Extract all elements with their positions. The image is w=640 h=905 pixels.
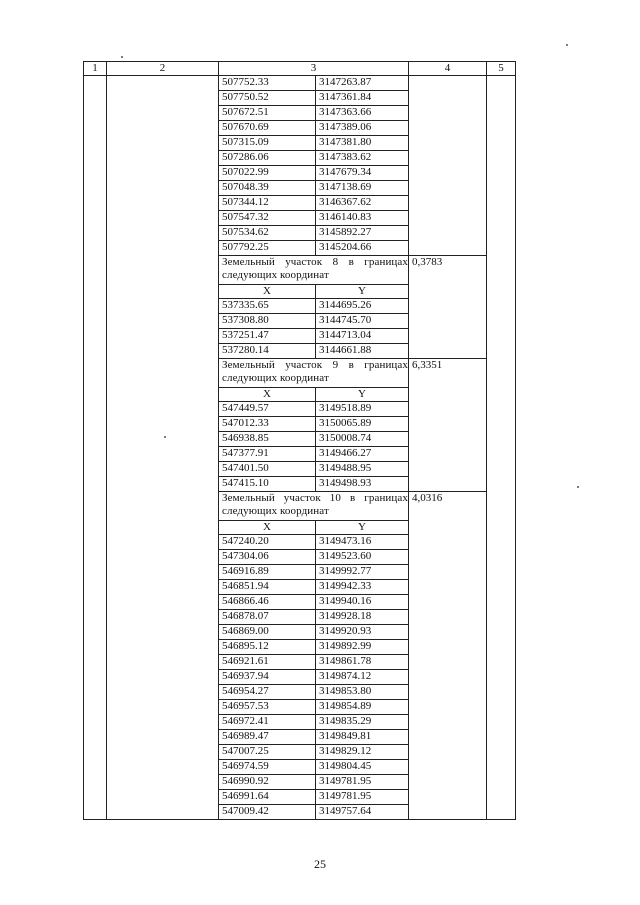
coord-x: 546954.27 xyxy=(219,685,316,700)
coord-x: 546974.59 xyxy=(219,760,316,775)
coord-x: 547009.42 xyxy=(219,805,316,820)
coord-x: 546916.89 xyxy=(219,565,316,580)
coord-y: 3149853.80 xyxy=(316,685,409,700)
area-blank xyxy=(409,76,487,256)
coord-y: 3149498.93 xyxy=(316,477,409,492)
scan-speck xyxy=(164,436,166,438)
coord-y: 3149804.45 xyxy=(316,760,409,775)
plot-area: 0,3783 xyxy=(409,256,487,359)
coord-x: 507752.33 xyxy=(219,76,316,91)
coord-y: 3145892.27 xyxy=(316,226,409,241)
coord-x: 546990.92 xyxy=(219,775,316,790)
coord-x: 507022.99 xyxy=(219,166,316,181)
coord-x: 547012.33 xyxy=(219,417,316,432)
coord-y: 3149757.64 xyxy=(316,805,409,820)
coord-x: 537308.80 xyxy=(219,314,316,329)
coord-x: 547415.10 xyxy=(219,477,316,492)
coord-y: 3149466.27 xyxy=(316,447,409,462)
x-axis-label: X xyxy=(219,521,316,535)
x-axis-label: X xyxy=(219,285,316,299)
coord-x: 507792.25 xyxy=(219,241,316,256)
coord-y: 3147263.87 xyxy=(316,76,409,91)
coord-x: 547304.06 xyxy=(219,550,316,565)
coord-y: 3147138.69 xyxy=(316,181,409,196)
plot-caption: Земельный участок 10 в границах следующих координат xyxy=(219,492,409,521)
coord-x: 507534.62 xyxy=(219,226,316,241)
scan-speck xyxy=(566,44,568,46)
coord-y: 3149892.99 xyxy=(316,640,409,655)
col-1-blank xyxy=(84,76,107,820)
coord-x: 546957.53 xyxy=(219,700,316,715)
coord-y: 3149942.33 xyxy=(316,580,409,595)
coord-y: 3149920.93 xyxy=(316,625,409,640)
coord-x: 537335.65 xyxy=(219,299,316,314)
col-2-blank xyxy=(107,76,219,820)
coord-x: 537251.47 xyxy=(219,329,316,344)
coord-y: 3149861.78 xyxy=(316,655,409,670)
coord-y: 3149829.12 xyxy=(316,745,409,760)
coord-x: 537280.14 xyxy=(219,344,316,359)
header-col-1: 1 xyxy=(84,62,107,76)
coord-x: 547449.57 xyxy=(219,402,316,417)
coordinates-table-body xyxy=(84,62,516,820)
plot-area: 6,3351 xyxy=(409,359,487,492)
plot-caption: Земельный участок 9 в границах следующих координат xyxy=(219,359,409,388)
header-col-4: 4 xyxy=(409,62,487,76)
y-axis-label: Y xyxy=(316,388,409,402)
coordinates-table xyxy=(83,61,516,820)
plot-caption: Земельный участок 8 в границах следующих координат xyxy=(219,256,409,285)
coord-x: 546921.61 xyxy=(219,655,316,670)
coord-y: 3147679.34 xyxy=(316,166,409,181)
coord-y: 3144695.26 xyxy=(316,299,409,314)
coord-x: 507750.52 xyxy=(219,91,316,106)
scan-speck xyxy=(577,486,579,488)
coord-x: 507547.32 xyxy=(219,211,316,226)
coord-y: 3149992.77 xyxy=(316,565,409,580)
coord-x: 547401.50 xyxy=(219,462,316,477)
coord-y: 3150065.89 xyxy=(316,417,409,432)
coord-x: 507048.39 xyxy=(219,181,316,196)
coord-y: 3149854.89 xyxy=(316,700,409,715)
coord-y: 3149781.95 xyxy=(316,790,409,805)
coord-x: 546989.47 xyxy=(219,730,316,745)
coord-x: 547007.25 xyxy=(219,745,316,760)
coord-y: 3147361.84 xyxy=(316,91,409,106)
page-number: 25 xyxy=(314,857,326,871)
coord-x: 547377.91 xyxy=(219,447,316,462)
col-5-blank xyxy=(487,76,516,820)
coord-x: 546895.12 xyxy=(219,640,316,655)
x-axis-label: X xyxy=(219,388,316,402)
scan-speck xyxy=(121,56,123,58)
coord-y: 3149488.95 xyxy=(316,462,409,477)
coord-y: 3149928.18 xyxy=(316,610,409,625)
coord-x: 546972.41 xyxy=(219,715,316,730)
header-col-3: 3 xyxy=(219,62,409,76)
coord-x: 546937.94 xyxy=(219,670,316,685)
coord-y: 3147381.80 xyxy=(316,136,409,151)
coord-x: 546938.85 xyxy=(219,432,316,447)
coordinate-row xyxy=(84,76,516,91)
coord-y: 3145204.66 xyxy=(316,241,409,256)
coord-x: 507672.51 xyxy=(219,106,316,121)
coord-y: 3146140.83 xyxy=(316,211,409,226)
coord-y: 3149523.60 xyxy=(316,550,409,565)
coord-x: 547240.20 xyxy=(219,535,316,550)
coord-x: 546866.46 xyxy=(219,595,316,610)
coord-y: 3147363.66 xyxy=(316,106,409,121)
coord-y: 3149835.29 xyxy=(316,715,409,730)
header-col-5: 5 xyxy=(487,62,516,76)
coord-y: 3149849.81 xyxy=(316,730,409,745)
coord-y: 3149473.16 xyxy=(316,535,409,550)
coord-y: 3146367.62 xyxy=(316,196,409,211)
header-col-2: 2 xyxy=(107,62,219,76)
coord-y: 3144745.70 xyxy=(316,314,409,329)
coord-y: 3144713.04 xyxy=(316,329,409,344)
coord-x: 507344.12 xyxy=(219,196,316,211)
coord-y: 3147383.62 xyxy=(316,151,409,166)
coord-x: 546869.00 xyxy=(219,625,316,640)
coord-x: 546878.07 xyxy=(219,610,316,625)
coord-x: 546991.64 xyxy=(219,790,316,805)
plot-area: 4,0316 xyxy=(409,492,487,820)
coord-y: 3149781.95 xyxy=(316,775,409,790)
coord-x: 507286.06 xyxy=(219,151,316,166)
coord-y: 3150008.74 xyxy=(316,432,409,447)
coord-x: 507670.69 xyxy=(219,121,316,136)
y-axis-label: Y xyxy=(316,285,409,299)
header-row xyxy=(84,62,516,76)
coord-y: 3147389.06 xyxy=(316,121,409,136)
coord-x: 546851.94 xyxy=(219,580,316,595)
coord-x: 507315.09 xyxy=(219,136,316,151)
coord-y: 3149518.89 xyxy=(316,402,409,417)
coord-y: 3144661.88 xyxy=(316,344,409,359)
coord-y: 3149940.16 xyxy=(316,595,409,610)
y-axis-label: Y xyxy=(316,521,409,535)
coord-y: 3149874.12 xyxy=(316,670,409,685)
